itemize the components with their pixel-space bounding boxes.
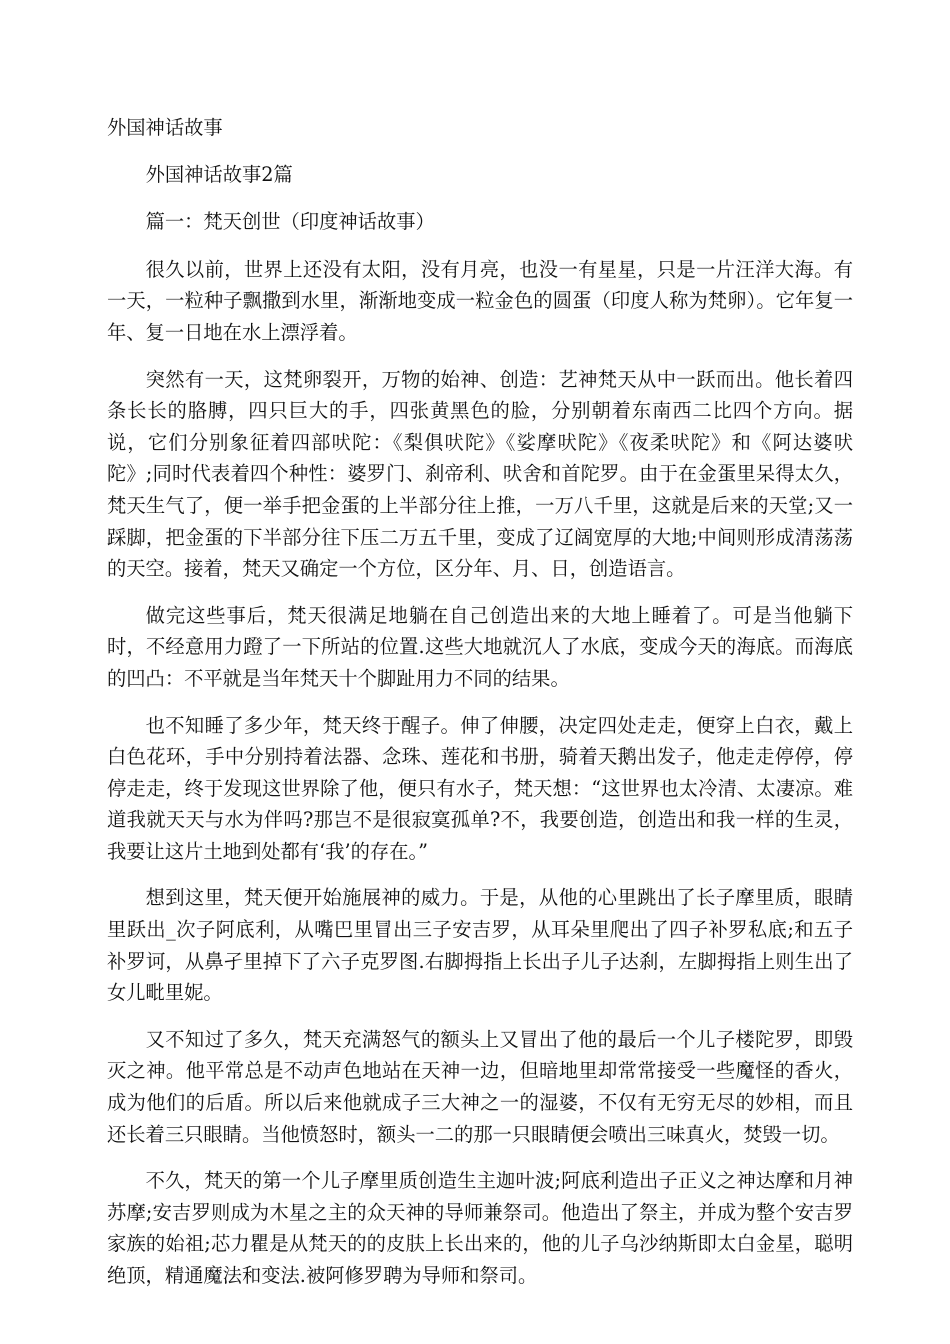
paragraph-creation-egg: 很久以前，世界上还没有太阳，没有月亮，也没一有星星，只是一片汪洋大海。有一天，一粒种子飘撒到水里，渐渐地变成一粒金色的圆蛋（印度人称为梵卵）。它年复一年、复一日地在水上漂浮着。 (107, 257, 853, 344)
paragraph-descendants: 不久，梵天的第一个儿子摩里质创造生主迦叶波;阿底利造出子正义之神达摩和月神苏摩;安吉罗则成为木星之主的众天神的导师兼祭司。他造出了祭主，并成为整个安吉罗家族的始祖;芯力瞿是从梵天的的皮肤上长出来的，他的儿子乌沙纳斯即太白金星，聪明绝顶，精通魔法和变法.被阿修罗聘为导师和祭司。 (107, 1169, 853, 1287)
document-title: 外国神话故事 (107, 116, 223, 139)
paragraph-rudra: 又不知过了多久，梵天充满怒气的额头上又冒出了他的最后一个儿子楼陀罗，即毁灭之神。他平常总是不动声色地站在天神一边，但暗地里却常常接受一些魔怪的香火，成为他们的后盾。所以后来他就成子三大神之一的湿婆，不仅有无穷无尽的妙相，而且还长着三只眼睛。当他愤怒时，额头一二的那一只眼睛便会喷出三味真火，焚毁一切。 (107, 1027, 853, 1146)
paragraph-brahma-emerges: 突然有一天，这梵卵裂开，万物的始神、创造：艺神梵天从中一跃而出。他长着四条长长的胳膊，四只巨大的手，四张黄黑色的脸，分别朝着东南西二比四个方向。据说，它们分别象征着四部吠陀：《梨俱吠陀》《娑摩吠陀》《夜柔吠陀》和《阿达婆吠陀》;同时代表着四个种性：婆罗门、刹帝利、吠舍和首陀罗。由于在金蛋里呆得太久，梵天生气了，便一举手把金蛋的上半部分往上推，一万八千里，这就是后来的天堂;又一踩脚，把金蛋的下半部分往下压二万五千里，变成了辽阔宽厚的大地;中间则形成清荡荡的天空。接着，梵天又确定一个方位，区分年、月、日，创造语言。 (107, 367, 853, 581)
section-heading: 篇一：梵天创世（印度神话故事） (145, 210, 435, 234)
document-page (107, 112, 853, 1307)
paragraph-brahma-sleeps: 做完这些事后，梵天很满足地躺在自己创造出来的大地上睡着了。可是当他躺下时，不经意用力蹬了一下所站的位置.这些大地就沉人了水底，变成今天的海底。而海底的凹凸：不平就是当年梵天十个脚趾用力不同的结果。 (107, 603, 853, 690)
document-subtitle: 外国神话故事2篇 (145, 162, 293, 186)
paragraph-brahma-wakes: 也不知睡了多少年，梵天终于醒子。伸了伸腰，决定四处走走，便穿上白衣，戴上白色花环，手中分别持着法器、念珠、莲花和书册，骑着天鹅出发子，他走走停停，停停走走，终于发现这世界除了他，便只有水子，梵天想：“这世界也太冷清、太凄凉。难道我就天天与水为伴吗?那岂不是很寂寞孤单?不，我要创造，创造出和我一样的生灵，我要让这片土地到处都有‘我’的存在。” (107, 713, 853, 863)
paragraph-sons-created: 想到这里，梵天便开始施展神的威力。于是，从他的心里跳出了长子摩里质，眼睛里跃出_次子阿底利，从嘴巴里冒出三子安吉罗，从耳朵里爬出了四子补罗私底;和五子补罗诃，从鼻孑里掉下了六子克罗图.右脚拇指上长出子儿子达刹，左脚拇指上则生出了女儿毗里妮。 (107, 886, 853, 1005)
